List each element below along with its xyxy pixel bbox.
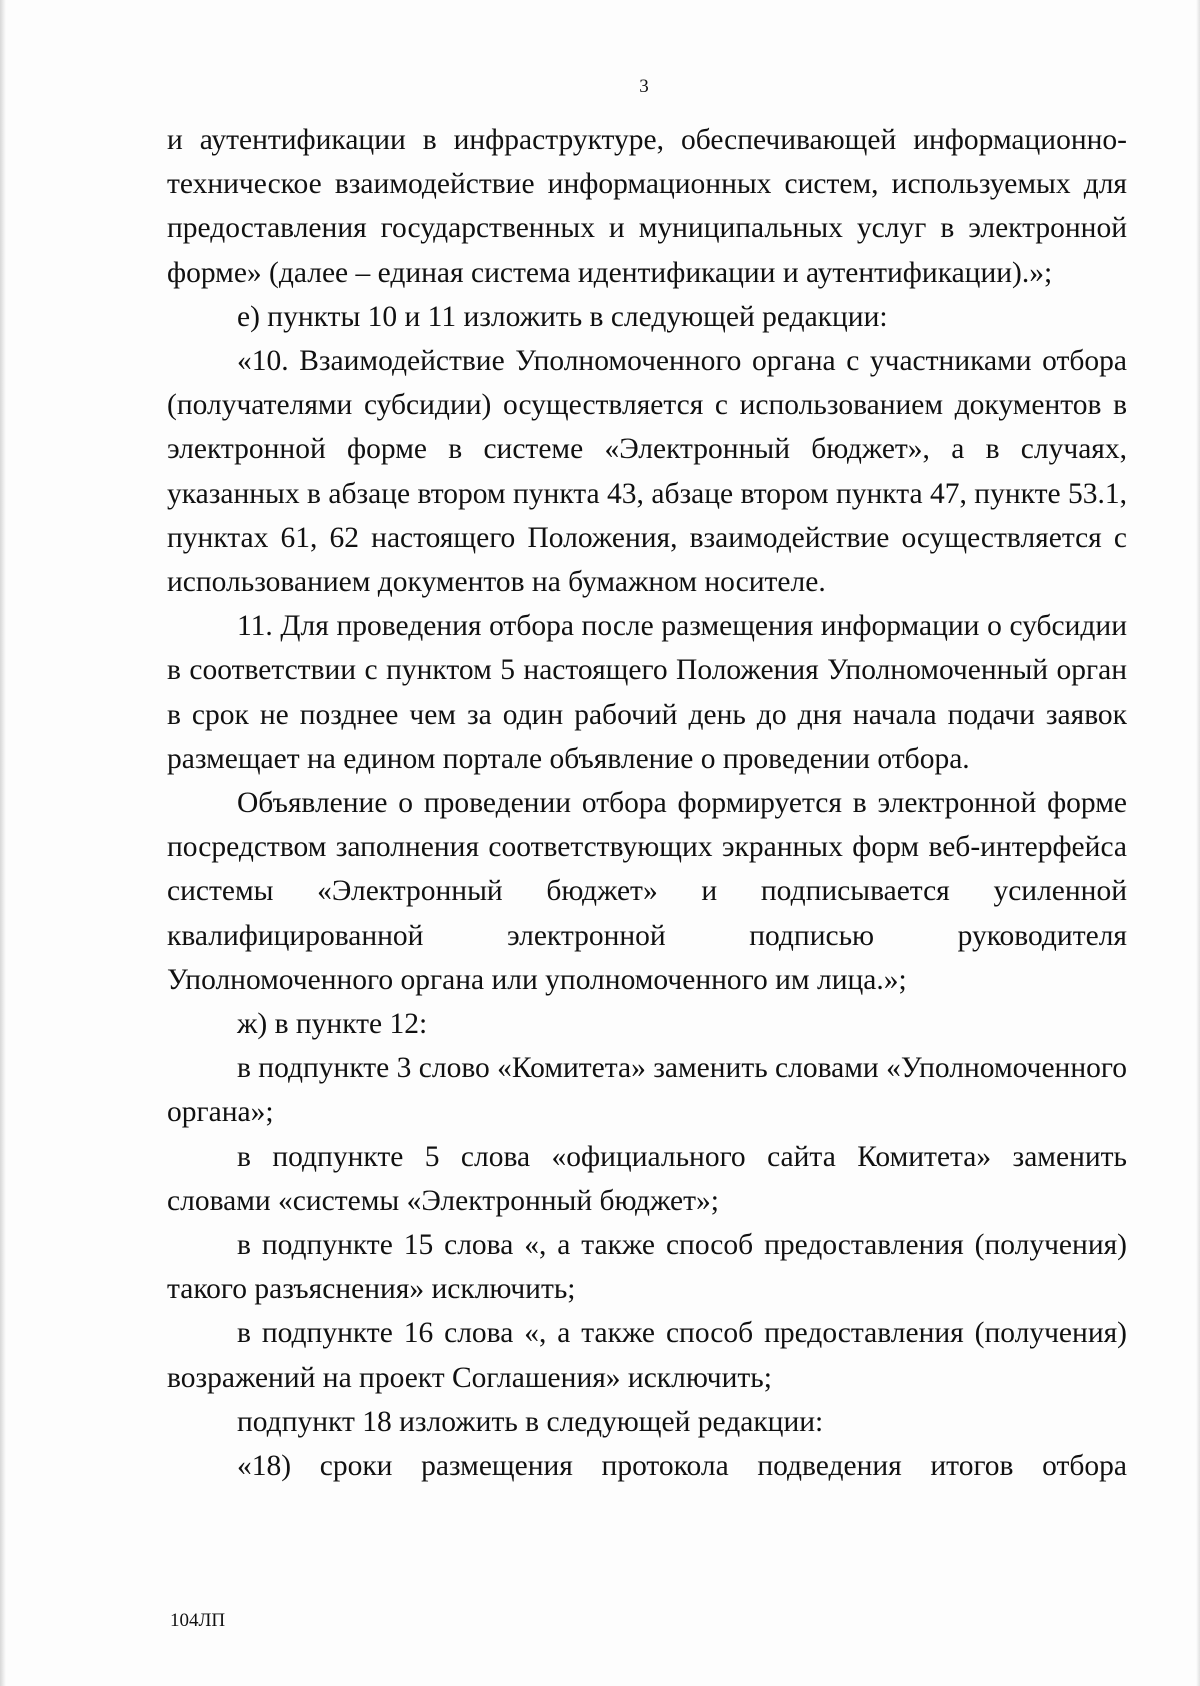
paragraph: е) пункты 10 и 11 изложить в следующей редакции: xyxy=(237,300,888,333)
paragraph: Объявление о проведении отбора формируется в электронной форме посредством заполнения соответствующих экранных форм веб-интерфейса системы «Электронный бюджет» и подписывается усиленной квалифицированной электронной подписью руководителя Уполномоченного органа или уполномоченного им лица.»; xyxy=(167,787,1127,996)
scan-edge-right xyxy=(1196,0,1200,1686)
paragraph: 11. Для проведения отбора после размещения информации о субсидии в соответствии с пунктом 5 настоящего Положения Уполномоченный орган в срок не позднее чем за один рабочий день до дня начала подачи заявок размещает на едином портале объявление о проведении отбора. xyxy=(167,610,1127,775)
paragraph: в подпункте 16 слова «, а также способ предоставления (получения) возражений на проект Соглашения» исключить; xyxy=(167,1317,1127,1394)
paragraph: «10. Взаимодействие Уполномоченного органа с участниками отбора (получателями субсидии) осуществляется с использованием документов в электронной форме в системе «Электронный бюджет», а в случаях, указанных в абзаце втором пункта 43, абзаце втором пункта 47, пункте 53.1, пунктах 61, 62 настоящего Положения, взаимодействие осуществляется с использованием документов на бумажном носителе. xyxy=(167,345,1127,599)
page-number: 3 xyxy=(639,76,649,97)
document-code: 104ЛП xyxy=(170,1610,226,1631)
paragraph: подпункт 18 изложить в следующей редакции: xyxy=(237,1405,824,1438)
document-body xyxy=(167,118,1127,1488)
scan-edge-left xyxy=(0,0,6,1686)
paragraph: в подпункте 3 слово «Комитета» заменить словами «Уполномоченного органа»; xyxy=(167,1052,1127,1129)
paragraph: в подпункте 5 слова «официального сайта Комитета» заменить словами «системы «Электронный бюджет»; xyxy=(167,1140,1127,1217)
paragraph-continued: «18) сроки размещения протокола подведения итогов отбора xyxy=(237,1450,1127,1483)
paragraph: и аутентификации в инфраструктуре, обеспечивающей информационно-техническое взаимодействие информационных систем, используемых для предоставления государственных и муниципальных услуг в электронной форме» (далее – единая система идентификации и аутентификации).»; xyxy=(167,124,1127,289)
paragraph: ж) в пункте 12: xyxy=(237,1008,428,1041)
paragraph: в подпункте 15 слова «, а также способ предоставления (получения) такого разъяснения» исключить; xyxy=(167,1229,1127,1306)
